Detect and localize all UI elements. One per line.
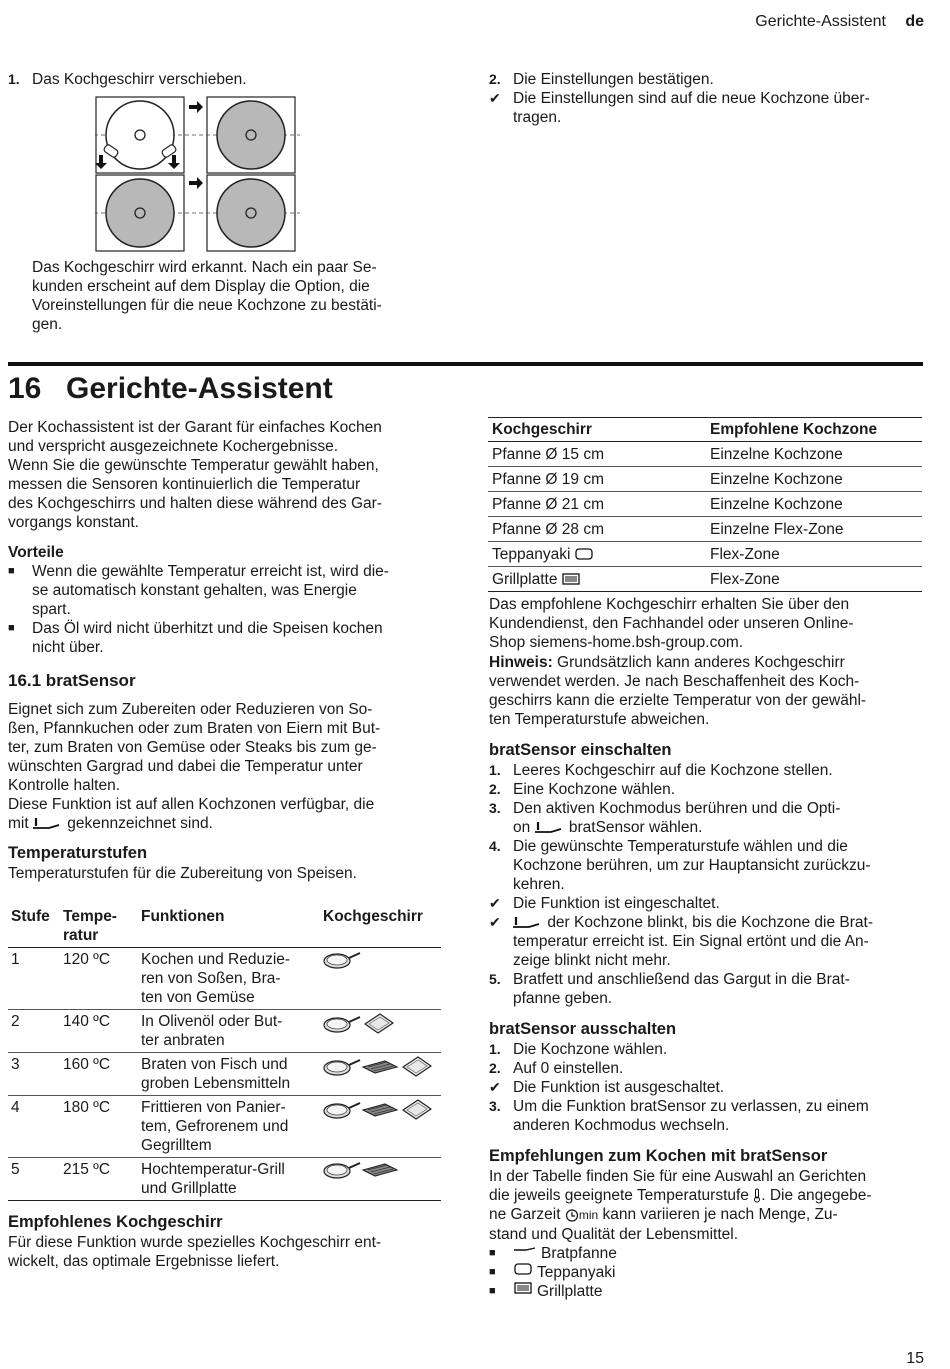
list-item: 2. Auf 0 einstellen.	[489, 1060, 624, 1077]
table-row: Pfanne Ø 15 cm Einzelne Kochzone	[488, 442, 922, 467]
bullet-square-icon: ■	[489, 1266, 496, 1278]
plate-icon	[399, 1055, 433, 1082]
table-row: Grillplatte Flex-Zone	[488, 567, 922, 592]
funktion-cell: Braten von Fisch und groben Lebensmitteln	[138, 1053, 320, 1096]
table-row	[8, 1096, 441, 1158]
grillplatte-icon	[562, 573, 580, 585]
kochgeschirr-cell	[320, 1010, 441, 1053]
header-language: de	[905, 13, 924, 30]
grill-icon	[361, 1100, 399, 1125]
section-16-1-heading: 16.1 bratSensor	[8, 671, 136, 690]
temperatur-cell: 140 ºC	[60, 1010, 138, 1053]
einschalten-heading: bratSensor einschalten	[489, 741, 672, 759]
bullet-square-icon: ■	[489, 1285, 496, 1297]
col-funktionen: Funktionen	[138, 905, 320, 948]
list-item: ✔ der Kochzone blinkt, bis die Kochzone die Brat- temperatur erreicht ist. Ein Signal ertönt und die An- zeige blinkt nicht mehr.	[489, 914, 874, 969]
bullet-square-icon: ■	[489, 1247, 496, 1259]
col-temperatur: Tempe- ratur	[60, 905, 138, 948]
bratpfanne-icon	[513, 1244, 537, 1256]
temperatur-cell: 160 ºC	[60, 1053, 138, 1096]
right-column: Das empfohlene Kochgeschirr erhalten Sie über den Kundendienst, den Fachhandel oder unseren Online- Shop siemens-home.bsh-group.com. Hinweis: Grundsätzlich kann anderes Kochgeschirr verwendet werden. Je nach Beschaffenheit des Koch- geschirrs kann die erzielte Temperatur von der gewähl- ten Temperaturstufe abweichen. bratSensor einschalten 1. Leeres Kochgeschirr auf die Kochzone stellen. 2. Eine Kochzone wählen. 3. Den aktiven Kochmodus berühren und die Opti- on bratSensor wählen. 4. Die gewünschte Temperaturstufe wählen und die Kochzone berühren, um zur Hauptansicht zurückzu- kehren. ✔ Die Funktion ist eingeschaltet. ✔ der Kochzone blinkt, bis die Kochzone die Brat- temperatur erreicht ist. Ein Signal ertönt und die An- zeige blinkt nicht mehr. 5. Bratfett und anschließend das Gargut in die Brat- pfanne geben. bratSensor ausschalten 1. Die Kochzone wählen. 2. Auf 0 einstellen. ✔ Die Funktion ist ausgeschaltet. 3. Um die Funktion bratSensor zu verlassen, zu einem anderen Kochmodus wechseln. Empfehlungen zum Kochen mit bratSensor In der Tabelle finden Sie für eine Auswahl an Gerichten die jeweils geeignete Temperaturstufe . Die angegebe- ne Garzeit min kann variieren je nach Menge, Zu- stand und Qualität der Lebensmittel. ■ Bratpfanne ■ Teppanyaki ■ Grillplatte	[489, 595, 929, 1301]
kochgeschirr-cell	[320, 1053, 441, 1096]
vorteile-heading: Vorteile	[8, 544, 64, 561]
table-row: Pfanne Ø 21 cm Einzelne Kochzone	[488, 492, 922, 517]
col-kochzone: Empfohlene Kochzone	[706, 418, 922, 442]
grillplatte-icon	[513, 1282, 533, 1294]
bullet-square-icon: ■	[8, 622, 15, 634]
temperaturstufen-text: Temperaturstufen für die Zubereitung von Speisen.	[8, 865, 357, 882]
table-row: Pfanne Ø 28 cm Einzelne Flex-Zone	[488, 517, 922, 542]
funktion-cell: In Olivenöl oder But- ter anbraten	[138, 1010, 320, 1053]
empfohlenes-section: Empfohlenes Kochgeschirr Für diese Funktion wurde spezielles Kochgeschirr ent- wickelt, das optimale Ergebnisse liefert.	[8, 1213, 382, 1270]
temperatur-cell: 120 ºC	[60, 948, 138, 1010]
table-row	[8, 948, 441, 1010]
left-column	[8, 418, 443, 883]
funktion-cell: Frittieren von Panier- tem, Gefrorenem und Gegrilltem	[138, 1096, 320, 1158]
pan-icon	[323, 1057, 361, 1082]
table-row	[8, 1158, 441, 1201]
hinweis-note: Hinweis: Grundsätzlich kann anderes Kochgeschirr	[489, 654, 845, 671]
pan-icon	[323, 1160, 361, 1185]
teppanyaki-icon	[575, 548, 593, 560]
grill-icon	[361, 1160, 399, 1185]
kochgeschirr-cell	[320, 1096, 441, 1158]
temperaturstufen-heading: Temperaturstufen	[8, 844, 148, 862]
bratsensor-icon	[513, 916, 543, 930]
grill-icon	[361, 1057, 399, 1082]
step-move-cookware: 1. Das Kochgeschirr verschieben.	[8, 71, 247, 88]
list-item: ■ Bratpfanne	[489, 1245, 617, 1262]
pan-icon	[323, 1014, 361, 1039]
funktion-cell: Kochen und Reduzie- ren von Soßen, Bra- ten von Gemüse	[138, 948, 320, 1010]
plate-icon	[361, 1012, 395, 1039]
checkmark-icon: ✔	[489, 914, 501, 930]
table-row	[8, 1010, 441, 1053]
cookware-zone-table	[488, 417, 922, 592]
list-item: ✔ Die Funktion ist eingeschaltet.	[489, 895, 720, 912]
checkmark-icon: ✔	[489, 1079, 501, 1095]
checkmark-icon: ✔	[489, 895, 501, 911]
detection-text: Das Kochgeschirr wird erkannt. Nach ein paar Se- kunden erscheint auf dem Display die Option, die Voreinstellungen für die neue Kochzone zu bestäti- gen.	[32, 259, 382, 333]
bullet-square-icon: ■	[8, 565, 15, 577]
list-item: 3. Um die Funktion bratSensor zu verlassen, zu einem anderen Kochmodus wechseln.	[489, 1098, 869, 1134]
temperatur-cell: 180 ºC	[60, 1096, 138, 1158]
plate-icon	[399, 1098, 433, 1125]
list-item: 5. Bratfett und anschließend das Gargut in die Brat- pfanne geben.	[489, 971, 850, 1007]
list-item: ■ Grillplatte	[489, 1283, 603, 1300]
kochgeschirr-cell	[320, 1158, 441, 1201]
checkmark-icon: ✔	[489, 90, 501, 106]
teppanyaki-icon	[513, 1263, 533, 1275]
table-row: Teppanyaki Flex-Zone	[488, 542, 922, 567]
bratsensor-icon	[33, 817, 63, 831]
list-item: 2. Eine Kochzone wählen.	[489, 781, 676, 798]
ausschalten-heading: bratSensor ausschalten	[489, 1020, 677, 1038]
chapter-heading: 16 Gerichte-Assistent	[8, 372, 333, 405]
pan-icon	[323, 1100, 361, 1125]
list-item: ■ Das Öl wird nicht überhitzt und die Speisen kochen nicht über.	[8, 620, 383, 656]
stufe-cell: 4	[8, 1096, 60, 1158]
stufe-cell: 1	[8, 948, 60, 1010]
pan-icon	[323, 950, 361, 975]
list-item: ■ Teppanyaki	[489, 1264, 616, 1281]
list-item: ✔ Die Funktion ist ausgeschaltet.	[489, 1079, 725, 1096]
stufe-cell: 3	[8, 1053, 60, 1096]
timer-icon	[565, 1208, 579, 1222]
empfehlungen-heading: Empfehlungen zum Kochen mit bratSensor	[489, 1147, 828, 1165]
temperatur-cell: 215 ºC	[60, 1158, 138, 1201]
list-item: ■ Wenn die gewählte Temperatur erreicht ist, wird die- se automatisch konstant gehalten, was Energie spart.	[8, 563, 389, 618]
col-stufe: Stufe	[8, 905, 60, 948]
bratsensor-icon	[535, 821, 565, 835]
page-number: 15	[906, 1350, 924, 1367]
stufe-cell: 5	[8, 1158, 60, 1201]
stufe-cell: 2	[8, 1010, 60, 1053]
chapter-rule	[8, 362, 923, 366]
table-row: Pfanne Ø 19 cm Einzelne Kochzone	[488, 467, 922, 492]
bratsensor-description: Eignet sich zum Zubereiten oder Reduzieren von So- ßen, Pfannkuchen oder zum Braten von Eiern mit But- ter, zum Braten von Gemüse oder Steaks bis zum ge- wünschten Gargrad und dabei die Temperatur unter Kontrolle halten. Diese Funktion ist auf allen Kochzonen verfügbar, die mit gekennzeichnet sind.	[8, 701, 381, 832]
list-item: 3. Den aktiven Kochmodus berühren und die Opti- on bratSensor wählen.	[489, 800, 841, 836]
temperature-levels-table	[8, 905, 441, 1201]
kochgeschirr-cell	[320, 948, 441, 1010]
table-row	[8, 1053, 441, 1096]
step-confirm-settings: 2. Die Einstellungen bestätigen. ✔ Die Einstellungen sind auf die neue Kochzone über- tragen.	[489, 71, 870, 126]
list-item: 4. Die gewünschte Temperaturstufe wählen und die Kochzone berühren, um zur Hauptansicht zurückzu- kehren.	[489, 838, 871, 893]
col-kochgeschirr: Kochgeschirr	[320, 905, 441, 948]
list-item: 1. Die Kochzone wählen.	[489, 1041, 668, 1058]
list-item: 1. Leeres Kochgeschirr auf die Kochzone stellen.	[489, 762, 833, 779]
col-kochgeschirr: Kochgeschirr	[488, 418, 706, 442]
intro-text: Der Kochassistent ist der Garant für einfaches Kochen und verspricht ausgezeichnete Kochergebnisse. Wenn Sie die gewünschte Temperatur gewählt haben, messen die Sensoren kontinuierlich die Temperatur des Kochgeschirrs und halten diese während des Gar- vorgangs konstant.	[8, 419, 382, 531]
header-title: Gerichte-Assistent	[755, 13, 886, 30]
move-cookware-illustration	[95, 95, 300, 257]
funktion-cell: Hochtemperatur-Grill und Grillplatte	[138, 1158, 320, 1201]
